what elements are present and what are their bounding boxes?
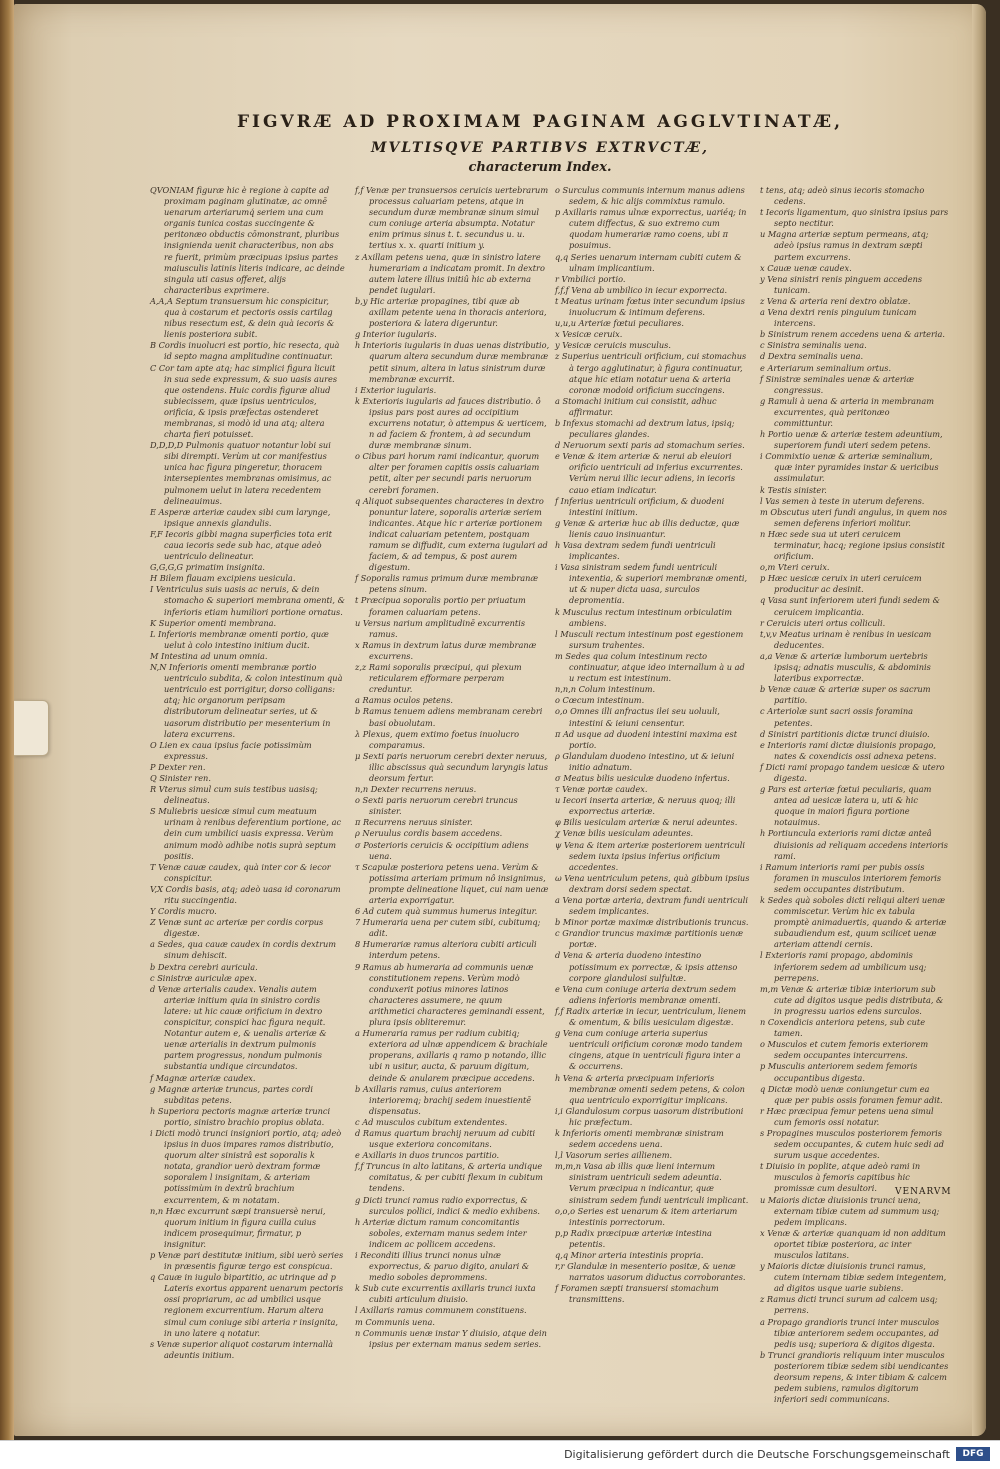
index-entry: N,N Inferioris omenti membranæ portio uentriculo subdita, & colon intestinum quà uentriculo est porrigitur, dorso colligans: atq; hic organorum peripsam distributorum delineatur series, ut & uasorum distributio per mesenterium in latera excurrens. [150, 662, 343, 739]
index-entry: p Venæ pari destitutæ initium, sibi uerò series in præsentis figuræ tergo est conspicua. [150, 1250, 344, 1272]
index-entry: k Musculus rectum intestinum orbiculatim ambiens. [555, 606, 733, 628]
index-entry: t Præcipua soporalis portio per priuatum foramen caluariam petens. [355, 595, 526, 617]
index-entry: b Trunci grandioris reliquum inter musculos posteriorem tibiæ sedem sibi uendicantes deorsum repens, & inter tibiam & calcem pedem subiens, ramulos digitorum inferiori sedi communicans. [760, 1349, 949, 1405]
page-title: FIGVRÆ AD PROXIMAM PAGINAM AGGLVTINATÆ, [236, 112, 844, 132]
index-entry: l Axillaris ramus communem constituens. [355, 1305, 527, 1316]
index-entry: a Vena portæ arteria, dextram fundi uentriculi sedem implicantes. [555, 895, 748, 917]
index-entry: V,X Cordis basis, atq; adeò uasa id coronarum ritu succingentia. [150, 883, 341, 905]
index-entry: k Testis sinister. [760, 484, 827, 495]
index-entry: g Magnæ arteriæ truncus, partes cordi subditas petens. [150, 1083, 313, 1105]
index-entry: D,D,D,D Pulmonis quatuor notantur lobi sui sibi dirempti. Verùm ut cor manifestius unica hac figura pingeretur, thoracem intersepientes membranas omisimus, ac pulmonem uelut in latera recedentem delineauimus. [150, 440, 332, 506]
index-entry: q Vasa sunt inferiorem uteri fundi sedem & ceruicem implicantia. [760, 595, 940, 617]
index-entry: QVONIAM figuræ hic è regione à capite ad proximam paginam glutinatæ, ac omnē uenarum arteriarumq́ seriem una cum organis tunica costas succingente & peritonæo obductis cōmonstrant, pluribus insignienda uenit characteribus, non abs re fuerit, primùm præcipuas ipsius partes maiusculis latinis literis indicare, ac deinde singula uti casus offeret, alijs characteribus exprimere. [150, 185, 345, 295]
index-entry: 8 Humerariæ ramus alteriora cubiti articuli interdum petens. [355, 939, 537, 961]
index-entry: o,o Omnes illi anfractus ilei seu uoluuli, intestini & ieiuni censentur. [555, 706, 720, 728]
index-entry: ω Vena uentriculum petens, quà gibbum ipsius dextram dorsi sedem spectat. [555, 872, 750, 894]
index-entry: r Hæc præcipua femur petens uena simul cum femoris ossi notatur. [760, 1105, 934, 1127]
index-entry: z Vena & arteria reni dextro oblatæ. [760, 295, 911, 306]
text-column-1 [150, 185, 345, 1360]
index-entry: b Dextra cerebri auricula. [150, 961, 258, 972]
index-entry: b Axillaris ramus, cuius anteriorem interioremq; brachij sedem inuestientē dispensatus. [355, 1083, 532, 1116]
index-entry: K Superior omenti membrana. [150, 617, 277, 628]
index-entry: g Vena cum coniuge arteria superius uentriculi orificium coronæ modo tandem cingens, atque in uentriculi figura inter a & occurrens. [555, 1028, 743, 1072]
index-entry: t Meatus urinam fœtus inter secundum ipsius inuolucrum & intimum deferens. [555, 295, 745, 318]
index-entry: d Neruorum sexti paris ad stomachum series. [555, 440, 745, 451]
index-entry: x Ramus in dextrum latus duræ membranæ excurrens. [355, 639, 537, 661]
index-entry: b Minor portæ maximæ distributionis truncus. [555, 917, 749, 928]
index-entry: a Ramus oculos petens. [355, 695, 453, 706]
index-entry: Q Sinister ren. [150, 772, 211, 783]
index-entry: h Superiora pectoris magnæ arteriæ trunci portio, sinistro brachio propius oblata. [150, 1105, 331, 1127]
index-entry: G,G,G,G primatim insignita. [150, 562, 266, 573]
index-entry: f,f,f Vena ab umbilico in iecur exporrecta. [555, 284, 728, 295]
index-entry: n,n,n Colum intestinum. [555, 684, 656, 695]
index-entry: H Bilem flauam excipiens uesicula. [150, 573, 296, 584]
index-entry: n Hæc sede sua ut uteri ceruicem terminatur, hacq; regione ipsius consistit orificium. [760, 528, 945, 562]
index-entry: B Cordis inuolucri est portio, hic resecta, quà id septo magna amplitudine continuatur. [150, 340, 340, 362]
index-entry: g Dicti trunci ramus radio exporrectus, & surculos pollici, indici & medio exhibens. [355, 1194, 541, 1216]
index-entry: C Cor tam apte atq; hac simplici figura licuit in sua sede expressum, & suo uasis aures que ostendens. Huic cordis figuræ aliud subiecissem, quæ ipsius uentriculos, orificia, & ipsis præfectas ostenderet membranas, si modò id una atq; altera charta fieri potuisset. [150, 362, 338, 440]
index-entry: z Axillam petens uena, quæ in sinistro latere humerariam a indicatam promit. In dextro autem latere illius initiû hic ab externa pendet iugulari. [355, 251, 545, 295]
index-entry: h Arteriæ dictum ramum concomitantis soboles, externam manus sedem inter indicem ac pollicem accedens. [355, 1216, 527, 1249]
index-entry: 6 Ad cutem quà summus humerus integitur. [355, 906, 538, 917]
index-entry: F,F Iecoris gibbi magna superficies tota erit caua iecoris sede sub hac, atque adeò uentriculo delineatur. [150, 528, 332, 562]
index-entry: e Vena cum coniuge arteria dextrum sedem adiens inferioris membranæ omenti. [555, 983, 737, 1005]
index-entry: O Lien ex caua ipsius facie potissimùm expressus. [150, 739, 312, 761]
index-entry: f Dicti rami propago tandem uesicæ & utero digesta. [760, 761, 945, 783]
page-subtitle: MVLTISQVE PARTIBVS EXTRVCTÆ, [370, 140, 709, 156]
index-entry: o,m Vteri ceruix. [760, 562, 830, 573]
index-entry: c Sinistræ auriculæ apex. [150, 972, 257, 983]
index-entry: y Vena sinistri renis pinguem accedens tunicam. [760, 273, 923, 295]
index-entry: m Communis uena. [355, 1316, 435, 1327]
index-entry: S Muliebris uesicæ simul cum meatuum urinam à renibus deferentium portione, ac dein cum umbilici uasis expressa. Verùm animum modò adhibe notis suprà septum positis. [150, 806, 342, 861]
index-entry: u,u,u Arteriæ fœtui peculiares. [555, 318, 684, 329]
index-entry: k Exterioris iugularis ad fauces distributio. ô ipsius pars post aures ad occipitium excurrens notatur, ò attempus & uerticem, n ad faciem & frontem, à ad secundum duræ membranæ sinum. [355, 395, 547, 451]
catchword: VENARVM [895, 1187, 952, 1197]
index-entry: l,l Vasorum series aillienem. [555, 1150, 673, 1161]
index-entry: r Ceruicis uteri ortus colliculi. [760, 617, 886, 628]
index-entry: 9 Ramus ab humeraria ad communis uenæ constitutionem repens. Verùm modò conduxerit potius minores latinos characteres assumere, ne quum arithmetici characteres geminandi essent, plura ipsis obliteremur. [355, 961, 545, 1028]
index-entry: t Diuisio in poplite, atque adeò rami in musculos à femoris capitibus hic promissæ cum desultori. [760, 1161, 921, 1194]
index-entry: f Magnæ arteriæ caudex. [150, 1072, 256, 1083]
index-entry: g Venæ & arteriæ huc ab illis deductæ, quæ lienis cauo insinuantur. [555, 517, 740, 539]
index-entry: μ Sexti paris neruorum cerebri dexter neruus, illic abscissus quà secundum laryngis latus deorsum fertur. [355, 750, 548, 783]
index-entry: k Inferioris omenti membranæ sinistram sedem accedens uena. [555, 1127, 724, 1150]
index-entry: σ Meatus bilis uesiculæ duodeno infertus. [555, 772, 730, 783]
index-entry: b Sinistrum renem accedens uena & arteria. [760, 329, 946, 340]
index-entry: i Dicti modò trunci insigniori portio, atq; adeò ipsius in duos impares ramos distributio, quorum alter sinistrâ est soporalis k notata, grandior uerò dextram formæ soporalem l insignitam, & arteriam potissimùm in dextrû brachium excurrentem, & m notatam. [150, 1127, 342, 1205]
footer-credit: Digitalisierung gefördert durch die Deutsche Forschungsgemeinschaft [564, 1448, 950, 1461]
dfg-logo: DFG [956, 1447, 990, 1461]
index-entry: ρ Glandulam duodeno intestino, ut & ieiuni initio adnatum. [555, 750, 735, 772]
index-entry: o Cibus pari horum rami indicantur, quorum alter per foramen capitis ossis caluariam petit, alter per secundi paris neruorum cerebri foramen. [355, 451, 540, 495]
index-entry: I Ventriculus suis uasis ac neruis, & dein stomacho & superiori membrana omenti, & inferioris etiam humiliori portione ornatus. [150, 584, 345, 617]
index-entry: g Ramuli à uena & arteria in membranam excurrentes, quà peritonæo committuntur. [760, 395, 934, 428]
index-entry: l Vas semen à teste in uterum deferens. [760, 495, 925, 506]
index-entry: q Aliquot subsequentes characteres in dextro ponuntur latere, soporalis arteriæ seriem indicantes. Atque hic r arteriæ portionem indicat caluariam petentem, postquam ramum se diffudit, cum externa iugulari ad faciem, & ad tempus, & post aurem digestum. [355, 495, 548, 573]
index-entry: b Ramus tenuem adiens membranam cerebri basi obuolutam. [355, 706, 543, 728]
index-entry: f,f Truncus in alto latitans, & arteria undique comitatus, & per cubiti flexum in cubitum tendens. [355, 1161, 543, 1194]
index-entry: g Interior iugularis. [355, 329, 437, 340]
index-entry: τ Venæ portæ caudex. [555, 784, 648, 795]
index-entry: m Sedes qua colum intestinum recto continuatur, atque ideo internallum à u ad u rectum est intestinum. [555, 650, 745, 684]
index-entry: e Interioris rami dictæ diuisionis propago, nates & coxendicis ossi adnexa petens. [760, 739, 937, 761]
index-entry: M Intestina ad unum omnia. [150, 650, 268, 661]
index-entry: s Propagines musculos posteriorem femoris sedem occupantes, & cutem huic sedi ad surum usque accedentes. [760, 1127, 945, 1161]
index-entry: d Ramus quartum brachij neruum ad cubiti usque exteriora concomitans. [355, 1127, 536, 1150]
index-entry: n Coxendicis anteriora petens, sub cute tamen. [760, 1017, 926, 1039]
text-column-4 [760, 185, 950, 1405]
index-entry: a Sedes, qua cauæ caudex in cordis dextrum sinum dehiscit. [150, 939, 337, 961]
index-entry: h Vena & arteria præcipuam inferioris membranæ omenti sedem petens, & colon qua uentriculo exporrigitur implicans. [555, 1072, 745, 1105]
index-entry: ψ Vena & item arteriæ posteriorem uentriculi sedem iuxta ipsius inferius orificium accedentes. [555, 839, 745, 872]
index-entry: i Reconditi illius trunci nonus ulnæ exporrectus, & paruo digito, anulari & medio soboles deprommens. [355, 1250, 530, 1283]
book-spine [0, 0, 14, 1440]
index-entry: σ Posterioris ceruicis & occipitium adiens uena. [355, 839, 529, 861]
index-entry: y Maioris dictæ diuisionis trunci ramus, cutem internam tibiæ sedem integentem, ad digitos usque uarie subiens. [760, 1261, 947, 1294]
index-entry: q,q Series uenarum internam cubiti cutem & ulnam implicantium. [555, 251, 742, 273]
index-entry: x Venæ & arteriæ quanquam id non additum oportet tibiæ posteriora, ac inter musculos latitans. [760, 1227, 946, 1260]
index-entry: i Ramum interioris rami per pubis ossis foramen in musculos interiorem femoris sedem occupantes distributum. [760, 861, 942, 894]
index-entry: f Sinistræ seminales uenæ & arteriæ congressus. [760, 373, 915, 395]
index-entry: r,r Glandulæ in mesenterio positæ, & uenæ narratos uasorum diductus corroborantes. [555, 1261, 746, 1283]
index-entry: t Iecoris ligamentum, quo sinistra ipsius pars septo nectitur. [760, 207, 949, 229]
index-entry: A,A,A Septum transuersum hic conspicitur, qua à costarum et pectoris ossis cartilag nibus resectum est, & dein quà iecoris & lienis posteriora subit. [150, 295, 335, 340]
index-entry: u Maioris dictæ diuisionis trunci uena, externam tibiæ cutem ad summum usq; pedem implicans. [760, 1194, 940, 1227]
index-entry: o Surculus communis internum manus adiens sedem, & hic alijs commixtus ramulo. [555, 185, 745, 207]
text-column-2 [355, 185, 550, 1349]
index-entry: x Cauæ uenæ caudex. [760, 262, 852, 273]
index-entry: s Venæ superior aliquot costarum internallà adeuntis initium. [150, 1338, 334, 1360]
index-entry: π Recurrens neruus sinister. [355, 817, 473, 828]
index-entry: b,y Hic arteriæ propagines, tibi quæ ab axillam petente uena in thoracis anteriora, posteriora & latera digeruntur. [355, 295, 547, 329]
index-entry: t tens, atq; adeò sinus iecoris stomacho cedens. [760, 185, 925, 207]
index-entry: n Communis uenæ instar Y diuisio, atque dein ipsius per externam manus sedem series. [355, 1327, 547, 1349]
index-entry: p Axillaris ramus ulnæ exporrectus, uariéq; in cutem diffectus, & suo extremo cum quodam humerariæ ramo coens, ubi π posuimus. [555, 207, 747, 251]
index-entry: d Venæ arterialis caudex. Venalis autem arteriæ initium quia in sinistro cordis latere: ut hic cauæ orificium in dextro conspicitur, conspici hac figura nequit. Notantur autem e, & uenalis arteriæ & uenæ arterialis in dextrum pulmonis partem progressus, nondum pulmonis substantia undique circundatos. [150, 983, 327, 1072]
text-column-3 [555, 185, 750, 1305]
index-entry: f,f Venæ per transuersos ceruicis uertebrarum processus caluariam petens, atque in secundum duræ membranæ sinum simul cum coniuge arteria absumpta. Notatur enim primus sinus t. t. secundus u. u. tertius x. x. quarti initium y. [355, 185, 549, 251]
index-entry: f Inferius uentriculi orificium, & duodeni intestini initium. [555, 495, 725, 517]
index-entry: o Sexti paris neruorum cerebri truncus sinister. [355, 795, 518, 817]
index-entry: a Propago grandioris trunci inter musculos tibiæ anteriorem sedem occupantes, ad pedis usq; superiora & digitos digesta. [760, 1316, 940, 1349]
index-entry: a Stomachi initium cui consistit, adhuc affirmatur. [555, 395, 717, 417]
index-entry: 7 Humeraria uena per cutem sibi, cubitumq; adit. [355, 917, 541, 939]
page-subtitle-index: characterum Index. [468, 160, 612, 175]
index-entry: z Ramus dicti trunci surum ad calcem usq; perrens. [760, 1294, 938, 1316]
index-entry: m,m,n Vasa ab illis quæ lieni internum sinistram uentriculi sedem adeuntia. Verum præcipua n indicantur, quæ sinistram sedem fundi uentriculi implicant. [555, 1161, 749, 1205]
index-entry: f,f Radix arteriæ in iecur, uentriculum, lienem & omentum, & bilis uesiculam digestæ. [555, 1005, 746, 1028]
index-entry: λ Plexus, quem extimo foetus inuolucro comparamus. [355, 728, 520, 750]
index-entry: n,n Hæc excurrunt sæpi transuersè nerui, quorum initium in figura cuilla cuius indicem prosequimur, firmatur, p insignitur. [150, 1205, 326, 1249]
index-entry: z,z Rami soporalis præcipui, qui plexum reticularem efformare perperam creduntur. [355, 662, 522, 695]
index-entry: h Portio uenæ & arteriæ testem adeuntium, superiorem fundi uteri sedem petens. [760, 429, 943, 451]
index-entry: i Vasa sinistram sedem fundi uentriculi intexentia, & superiori membranæ omenti, ut & nuper dicta uasa, surculos depromentia. [555, 562, 748, 606]
index-entry: T Venæ cauæ caudex, quà inter cor & iecor conspicitur. [150, 861, 331, 883]
index-entry: p Hæc uesicæ ceruix in uteri ceruicem producitur ac desinit. [760, 573, 922, 595]
page-edge [972, 4, 986, 1436]
index-entry: i Commixtio uenæ & arteriæ seminalium, quæ inter pyramides instar & uericibus assimulatur. [760, 451, 939, 484]
index-entry: n,n Dexter recurrens neruus. [355, 784, 477, 795]
index-entry: q Dictæ modò uenæ coniungetur cum ea quæ per pubis ossis foramen femur adit. [760, 1083, 943, 1105]
index-entry: h Vasa dextram sedem fundi uentriculi implicantes. [555, 540, 716, 562]
index-entry: π Ad usque ad duodeni intestini maxima est portio. [555, 728, 738, 750]
index-entry: R Vterus simul cum suis testibus uasisq; delineatus. [150, 784, 318, 806]
index-entry: L Inferioris membranæ omenti portio, quæ uelut à colo intestino initium ducit. [150, 628, 329, 650]
index-entry: e Arteriarum seminalium ortus. [760, 362, 892, 373]
index-entry: r Vmbilici portio. [555, 273, 626, 284]
index-entry: b Venæ cauæ & arteriæ super os sacrum partitio. [760, 684, 931, 706]
index-entry: e Axillaris in duos truncos partitio. [355, 1150, 500, 1161]
index-entry: l Musculi rectum intestinum post egestionem sursum trahentes. [555, 628, 744, 650]
index-entry: t,v,v Meatus urinam è renibus in uesicam deducentes. [760, 628, 932, 650]
index-entry: x Vesicæ ceruix. [555, 329, 623, 340]
index-entry: z Superius uentriculi orificium, cui stomachus à tergo agglutinatur, à figura continuatur, atque hic etiam notatur uena & arteria coronæ modoid orificium succingens. [555, 351, 747, 395]
index-entry: τ Scapulæ posteriora petens uena. Verùm & potissima arteriam primum nô insignimus, prompte delineatione liquet, cui nam uenæ arteria exporrigatur. [355, 861, 549, 905]
index-entry: h Portiuncula exterioris rami dictæ anteâ diuisionis ad reliquam accedens interioris rami. [760, 828, 948, 861]
index-entry: χ Venæ bilis uesiculam adeuntes. [555, 828, 694, 839]
index-entry: l Exterioris rami propago, abdominis inferiorem sedem ad umbilicum usq; perrepens. [760, 950, 927, 983]
index-entry: p,p Radix præcipuæ arteriæ intestina petentis. [555, 1227, 712, 1249]
index-entry: Z Venæ sunt ac arteriæ per cordis corpus digestæ. [150, 917, 324, 939]
index-entry: f Foramen sæpti transuersi stomachum transmittens. [555, 1283, 719, 1305]
index-entry: a Humeraria ramus per radium cubitiq; exteriora ad ulnæ appendicem & brachiale properans, axillaris q ramo p notando, illic ubi n usitur, aucta, & paruum digitum, deinde & anularem præcipue accedens. [355, 1028, 548, 1083]
index-entry: c Arteriolæ sunt sacri ossis foramina petentes. [760, 706, 914, 728]
index-entry: i,i Glandulosum corpus uasorum distributioni hic præfectum. [555, 1105, 744, 1127]
index-entry: a,a Venæ & arteriæ lumborum uertebris ipsisq; adnatis musculis, & abdominis lateribus exporrectæ. [760, 650, 931, 684]
index-entry: u Versus narium amplitudinē excurrentis ramus. [355, 617, 526, 639]
index-entry: f Soporalis ramus primum duræ membranæ petens sinum. [355, 573, 539, 595]
index-entry: u Magna arteriæ septum permeans, atq; adeò ipsius ramus in dextram sæpti partem excurrens. [760, 229, 929, 262]
index-entry: P Dexter ren. [150, 761, 206, 772]
index-entry: b Infexus stomachi ad dextrum latus, ipsiq; peculiares glandes. [555, 417, 735, 440]
index-entry: m Obscutus uteri fundi angulus, in quem nos semen deferens inferiori molitur. [760, 506, 947, 528]
index-entry: q Cauæ in iugulo bipartitio, ac utrinque ad p Lateris exortus apparent uenarum pectoris ossi propriarum, ac ad umbilici usque regionem excurrentium. Harum altera simul cum coniuge sibi arteria r insignita, in uno latere q notatur. [150, 1272, 344, 1338]
index-entry: c Sinistra seminalis uena. [760, 340, 867, 351]
paper-tab-marker [14, 700, 49, 756]
index-entry: o Musculos et cutem femoris exteriorem sedem occupantes intercurrens. [760, 1039, 929, 1061]
index-entry: d Sinistri partitionis dictæ trunci diuisio. [760, 728, 930, 739]
index-entry: c Ad musculos cubitum extendentes. [355, 1116, 508, 1127]
index-entry: u Iecori inserta arteriæ, & neruus quoq; illi exporrectus arteriæ. [555, 795, 736, 817]
index-entry: p Musculis anteriorem sedem femoris occupantibus digesta. [760, 1061, 918, 1083]
index-entry: d Vena & arteria duodeno intestino potissimum ex porrectæ, & ipsis attenso corpore glandulosi sulfultæ. [555, 950, 738, 983]
index-entry: h Interioris iugularis in duas uenas distributio, quarum altera secundum duræ membranæ petit sinum, altera in latus sinistrum duræ membranæ excurrit. [355, 340, 550, 384]
index-entry: q,q Minor arteria intestinis propria. [555, 1250, 704, 1260]
index-entry: y Vesicæ ceruicis musculus. [555, 340, 671, 351]
index-entry: g Pars est arteriæ fœtui peculiaris, quam antea ad uesicæ latera u, uti & hic quoque in maiori figura portione notauimus. [760, 784, 932, 828]
index-entry: k Sedes quà soboles dicti reliqui alteri uenæ commiscetur. Verùm hic ex tabula promptè animaduertis, quando & arteriæ subaudiendum est, quum scilicet uenæ arteriam attendi cernis. [760, 895, 947, 950]
index-entry: φ Bilis uesiculam arteriæ & nerui adeuntes. [555, 817, 738, 828]
index-entry: o,o,o Series est uenarum & item arteriarum intestinis porrectorum. [555, 1205, 738, 1227]
index-entry: e Venæ & item arteriæ & nerui ab eleuiori orificio uentriculi ad inferius excurrentes. Verùm nerui illic iecur adiens, in iecoris cauo etiam indicatur. [555, 451, 743, 495]
index-entry: Y Cordis mucro. [150, 906, 217, 917]
index-entry: o Cœcum intestinum. [555, 695, 645, 706]
footer-bar [0, 1440, 1000, 1469]
index-entry: c Grandior truncus maximæ partitionis uenæ portæ. [555, 928, 744, 950]
index-entry: E Asperæ arteriæ caudex sibi cum larynge, ipsique annexis glandulis. [150, 506, 331, 528]
index-entry: d Dextra seminalis uena. [760, 351, 864, 362]
index-entry: i Exterior iugularis. [355, 384, 437, 395]
index-entry: m,m Venæ & arteriæ tibiæ interiorum sub cute ad digitos usque pedis distributa, & in progressu uarios edens surculos. [760, 983, 944, 1016]
index-entry: a Vena dextri renis pinguium tunicam intercens. [760, 307, 917, 329]
index-entry: k Sub cute excurrentis axillaris trunci iuxta cubiti articulum diuisio. [355, 1283, 536, 1305]
index-entry: ρ Neruulus cordis basem accedens. [355, 828, 503, 839]
